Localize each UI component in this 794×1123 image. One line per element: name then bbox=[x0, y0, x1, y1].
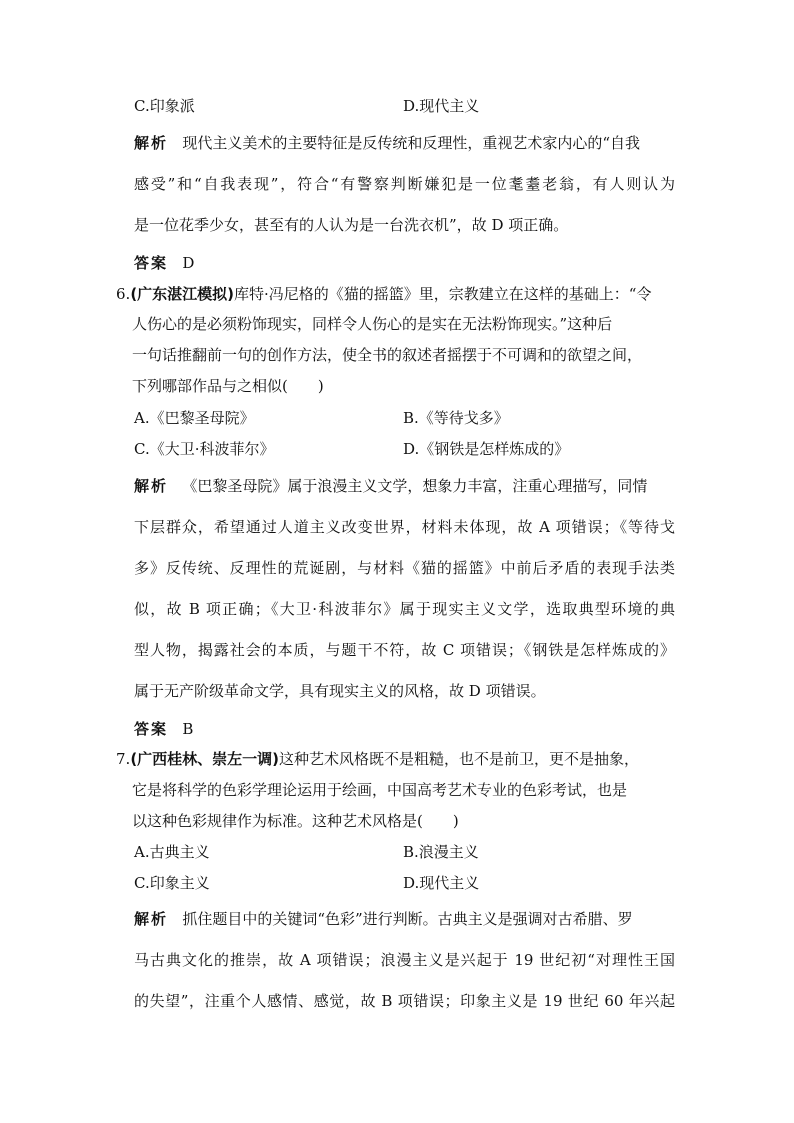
question-number: 6. bbox=[116, 285, 131, 303]
question-number: 7. bbox=[116, 750, 131, 768]
q7-option-c: C.印象主义 bbox=[134, 874, 210, 892]
q6-analysis-line-2: 下层群众，希望通过人道主义改变世界，材料未体现，故 A 项错误；《等待戈 bbox=[134, 518, 675, 536]
q7-analysis-line-1 bbox=[134, 909, 633, 929]
answer-label: 答案 bbox=[134, 720, 169, 738]
q7-option-d: D.现代主义 bbox=[403, 874, 480, 892]
q7-option-b: B.浪漫主义 bbox=[403, 843, 479, 861]
prev-analysis-line-2: 感受”和“自我表现”，符合“有警察判断嫌犯是一位耄耋老翁，有人则认为 bbox=[134, 175, 675, 193]
q7-option-a: A.古典主义 bbox=[134, 843, 210, 861]
q7-stem-line-2: 它是将科学的色彩学理论运用于绘画，中国高考艺术专业的色彩考试，也是 bbox=[132, 781, 628, 799]
analysis-label: 解析 bbox=[134, 910, 169, 928]
analysis-label: 解析 bbox=[134, 477, 169, 495]
q7-stem-line-3: 以这种色彩规律作为标准。这种艺术风格是( ) bbox=[132, 812, 459, 830]
prev-option-d: D.现代主义 bbox=[403, 97, 480, 115]
stem-text: 这种艺术风格既不是粗糙，也不是前卫，更不是抽象， bbox=[279, 750, 640, 768]
q6-analysis-line-5: 型人物，揭露社会的本质，与题干不符，故 C 项错误；《钢铁是怎样炼成的》 bbox=[134, 641, 675, 659]
q6-analysis-line-1 bbox=[134, 476, 647, 496]
q6-option-d: D.《钢铁是怎样炼成的》 bbox=[403, 440, 570, 458]
analysis-text: 现代主义美术的主要特征是反传统和反理性，重视艺术家内心的“自我 bbox=[182, 134, 640, 152]
prev-option-c: C.印象派 bbox=[134, 97, 195, 115]
prev-answer bbox=[134, 253, 194, 273]
q6-stem-line-3: 一句话推翻前一句的创作方法，使全书的叙述者摇摆于不可调和的欲望之间， bbox=[132, 346, 643, 364]
q7-stem-line-1 bbox=[116, 749, 639, 769]
question-source: (广东湛江模拟) bbox=[130, 285, 235, 303]
q6-analysis-line-4: 似，故 B 项正确；《大卫·科波菲尔》属于现实主义文学，选取典型环境的典 bbox=[134, 600, 675, 618]
q7-analysis-line-3: 的失望”，注重个人感情、感觉，故 B 项错误；印象主义是 19 世纪 60 年兴起 bbox=[134, 992, 675, 1010]
q6-stem-line-2: 人伤心的是必须粉饰现实，同样令人伤心的是实在无法粉饰现实。”这种后 bbox=[132, 315, 613, 333]
prev-analysis-line-3: 是一位花季少女，甚至有的人认为是一台洗衣机”，故 D 项正确。 bbox=[134, 216, 569, 234]
answer-value: B bbox=[182, 720, 194, 738]
prev-analysis-line-1 bbox=[134, 133, 640, 153]
q6-analysis-line-3: 多》反传统、反理性的荒诞剧，与材料《猫的摇篮》中前后矛盾的表现手法类 bbox=[134, 559, 675, 577]
analysis-text: 抓住题目中的关键词“色彩”进行判断。古典主义是强调对古希腊、罗 bbox=[182, 910, 633, 928]
q6-option-c: C.《大卫·科波菲尔》 bbox=[134, 440, 275, 458]
q6-option-b: B.《等待戈多》 bbox=[403, 409, 509, 427]
q6-stem-line-4: 下列哪部作品与之相似( ) bbox=[132, 377, 324, 395]
q6-answer bbox=[134, 719, 193, 739]
analysis-label: 解析 bbox=[134, 134, 169, 152]
question-source: (广西桂林、崇左一调) bbox=[130, 750, 280, 768]
analysis-text: 《巴黎圣母院》属于浪漫主义文学，想象力丰富，注重心理描写，同情 bbox=[182, 477, 648, 495]
q7-analysis-line-2: 马古典文化的推崇，故 A 项错误；浪漫主义是兴起于 19 世纪初“对理性王国 bbox=[134, 951, 675, 969]
answer-label: 答案 bbox=[134, 254, 169, 272]
q6-option-a: A.《巴黎圣母院》 bbox=[134, 409, 255, 427]
stem-text: 库特·冯尼格的《猫的摇篮》里，宗教建立在这样的基础上：“令 bbox=[234, 285, 652, 303]
q6-stem-line-1 bbox=[116, 284, 651, 304]
q6-analysis-line-6: 属于无产阶级革命文学，具有现实主义的风格，故 D 项错误。 bbox=[134, 682, 546, 700]
answer-value: D bbox=[182, 254, 195, 272]
